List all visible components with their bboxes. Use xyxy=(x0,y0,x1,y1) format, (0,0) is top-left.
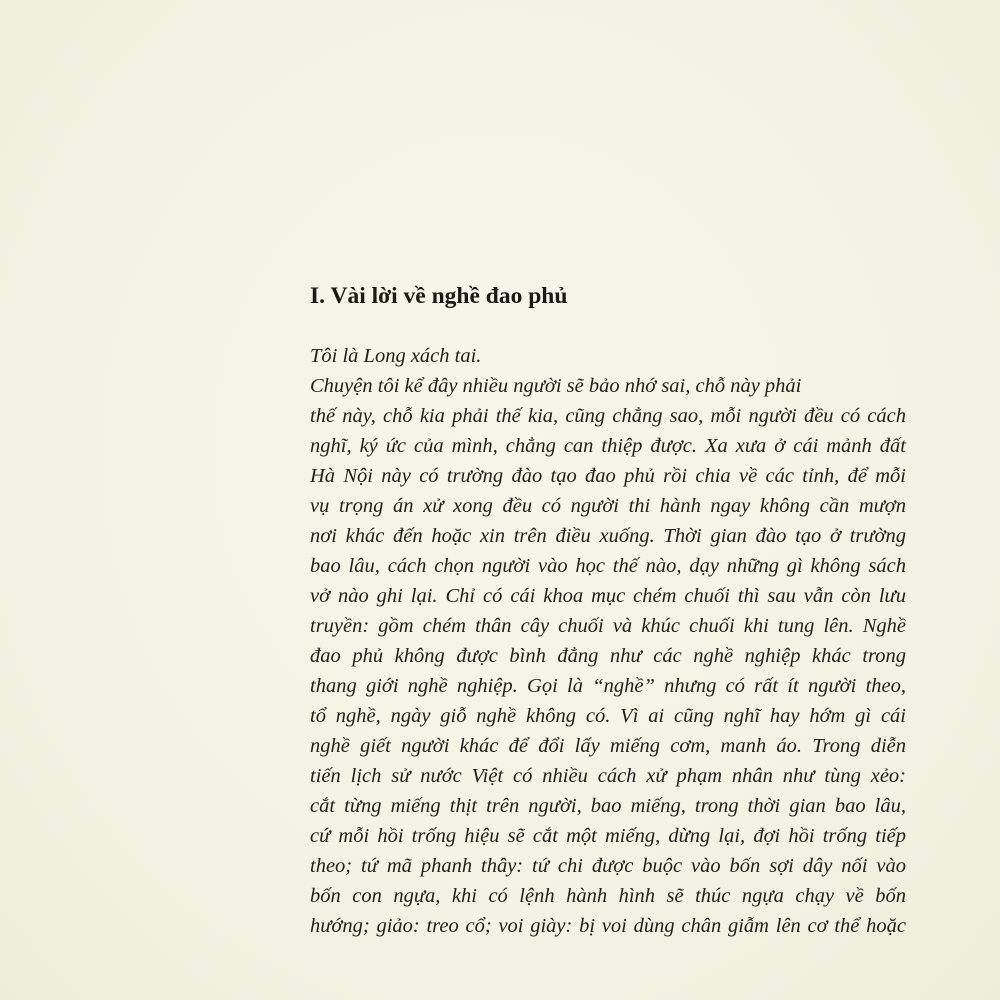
body-line: Tôi là Long xách tai. xyxy=(310,345,482,367)
body-line: tổ nghề, ngày giỗ nghề không có. Vì ai cũng nghĩ hay hớm gì cái xyxy=(310,705,906,727)
section-heading: I. Vài lời về nghề đao phủ xyxy=(310,283,568,309)
body-line: thế này, chỗ kia phải thế kia, cũng chẳng sao, mỗi người đều có cách xyxy=(310,405,906,427)
body-line: vở nào ghi lại. Chỉ có cái khoa mục chém chuối thì sau vẫn còn lưu xyxy=(310,585,906,607)
body-line: truyền: gồm chém thân cây chuối và khúc chuối khi tung lên. Nghề xyxy=(310,615,906,637)
body-line: cắt từng miếng thịt trên người, bao miếng, trong thời gian bao lâu, xyxy=(310,795,906,817)
body-line: hướng; giảo: treo cổ; voi giày: bị voi dùng chân giẫm lên cơ thể hoặc xyxy=(310,915,906,937)
body-paragraph xyxy=(310,341,906,941)
body-line: cứ mỗi hồi trống hiệu sẽ cắt một miếng, dừng lại, đợi hồi trống tiếp xyxy=(310,825,906,847)
body-line: Chuyện tôi kể đây nhiều người sẽ bảo nhớ sai, chỗ này phải xyxy=(310,375,802,397)
body-line: theo; tứ mã phanh thây: tứ chi được buộc vào bốn sợi dây nối vào xyxy=(310,855,906,877)
body-line: tiến lịch sử nước Việt có nhiều cách xử phạm nhân như tùng xẻo: xyxy=(310,765,906,787)
body-line: đao phủ không được bình đẳng như các nghề nghiệp khác trong xyxy=(310,645,906,667)
body-line: nghĩ, ký ức của mình, chẳng can thiệp được. Xa xưa ở cái mảnh đất xyxy=(310,435,906,457)
body-line: nghề giết người khác để đổi lấy miếng cơm, manh áo. Trong diễn xyxy=(310,735,906,757)
body-line: bao lâu, cách chọn người vào học thế nào, dạy những gì không sách xyxy=(310,555,906,577)
body-line: bốn con ngựa, khi có lệnh hành hình sẽ thúc ngựa chạy về bốn xyxy=(310,885,906,907)
body-line: nơi khác đến hoặc xin trên điều xuống. Thời gian đào tạo ở trường xyxy=(310,525,906,547)
body-line: thang giới nghề nghiệp. Gọi là “nghề” nhưng có rất ít người theo, xyxy=(310,675,906,697)
body-line: Hà Nội này có trường đào tạo đao phủ rồi chia về các tỉnh, để mỗi xyxy=(310,465,906,487)
body-line: vụ trọng án xử xong đều có người thi hành ngay không cần mượn xyxy=(310,495,906,517)
